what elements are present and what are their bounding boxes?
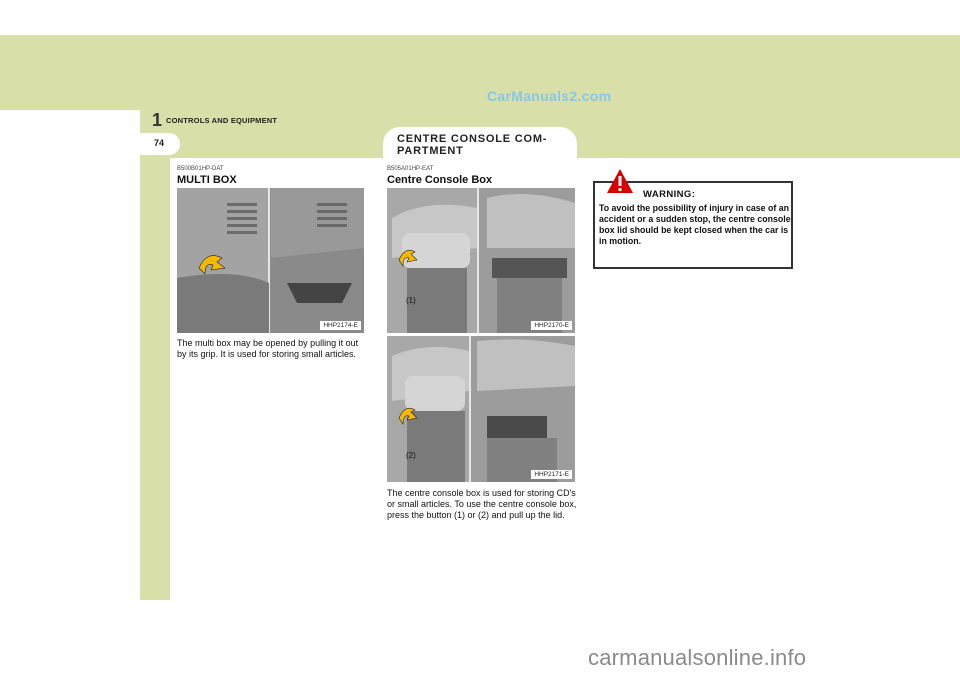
centre-console-code: B505A01HP-EAT — [387, 166, 434, 172]
centre-console-photo-2 — [387, 336, 575, 482]
centre-console-heading: Centre Console Box — [387, 174, 493, 186]
warning-title: WARNING: — [643, 189, 696, 200]
section-title: CENTRE CONSOLE COM- PARTMENT — [397, 133, 548, 157]
warning-text: To avoid the possibility of injury in case of an accident or a sudden stop, the centre console box lid should be kept closed when the car is in motion. — [599, 203, 791, 246]
section-title-tab — [383, 127, 577, 161]
page-number-tab — [140, 133, 180, 155]
multi-box-code: B500B01HP-DAT — [177, 166, 224, 172]
chapter-number: 1 — [152, 110, 163, 130]
watermark-top[interactable]: CarManuals2.com — [487, 88, 612, 104]
multi-box-photo-caption: HHP2174-E — [320, 321, 361, 330]
multi-box-photo — [177, 188, 364, 333]
console-photo-2-caption: HHP2171-E — [531, 470, 572, 479]
warning-box — [593, 181, 793, 269]
console-open-illustration-1 — [387, 188, 575, 333]
console-label-1: (1) — [406, 296, 416, 305]
chapter-title: CONTROLS AND EQUIPMENT — [166, 116, 278, 125]
multi-box-heading: MULTI BOX — [177, 174, 237, 186]
multi-box-illustration — [177, 188, 364, 333]
warning-icon — [606, 168, 634, 194]
page-number: 74 — [154, 138, 165, 148]
console-photo-1-caption: HHP2170-E — [531, 321, 572, 330]
multi-box-text: The multi box may be opened by pulling it out by its grip. It is used for storing small articles. — [177, 338, 359, 359]
centre-console-photo-1 — [387, 188, 575, 333]
centre-console-text: The centre console box is used for storing CD's or small articles. To use the centre console box, press the button (1) or (2) and pull up the lid. — [387, 488, 577, 520]
header-band — [0, 35, 960, 110]
watermark-bottom[interactable]: carmanualsonline.info — [588, 645, 807, 670]
console-open-illustration-2 — [387, 336, 575, 482]
console-label-2: (2) — [406, 451, 416, 460]
